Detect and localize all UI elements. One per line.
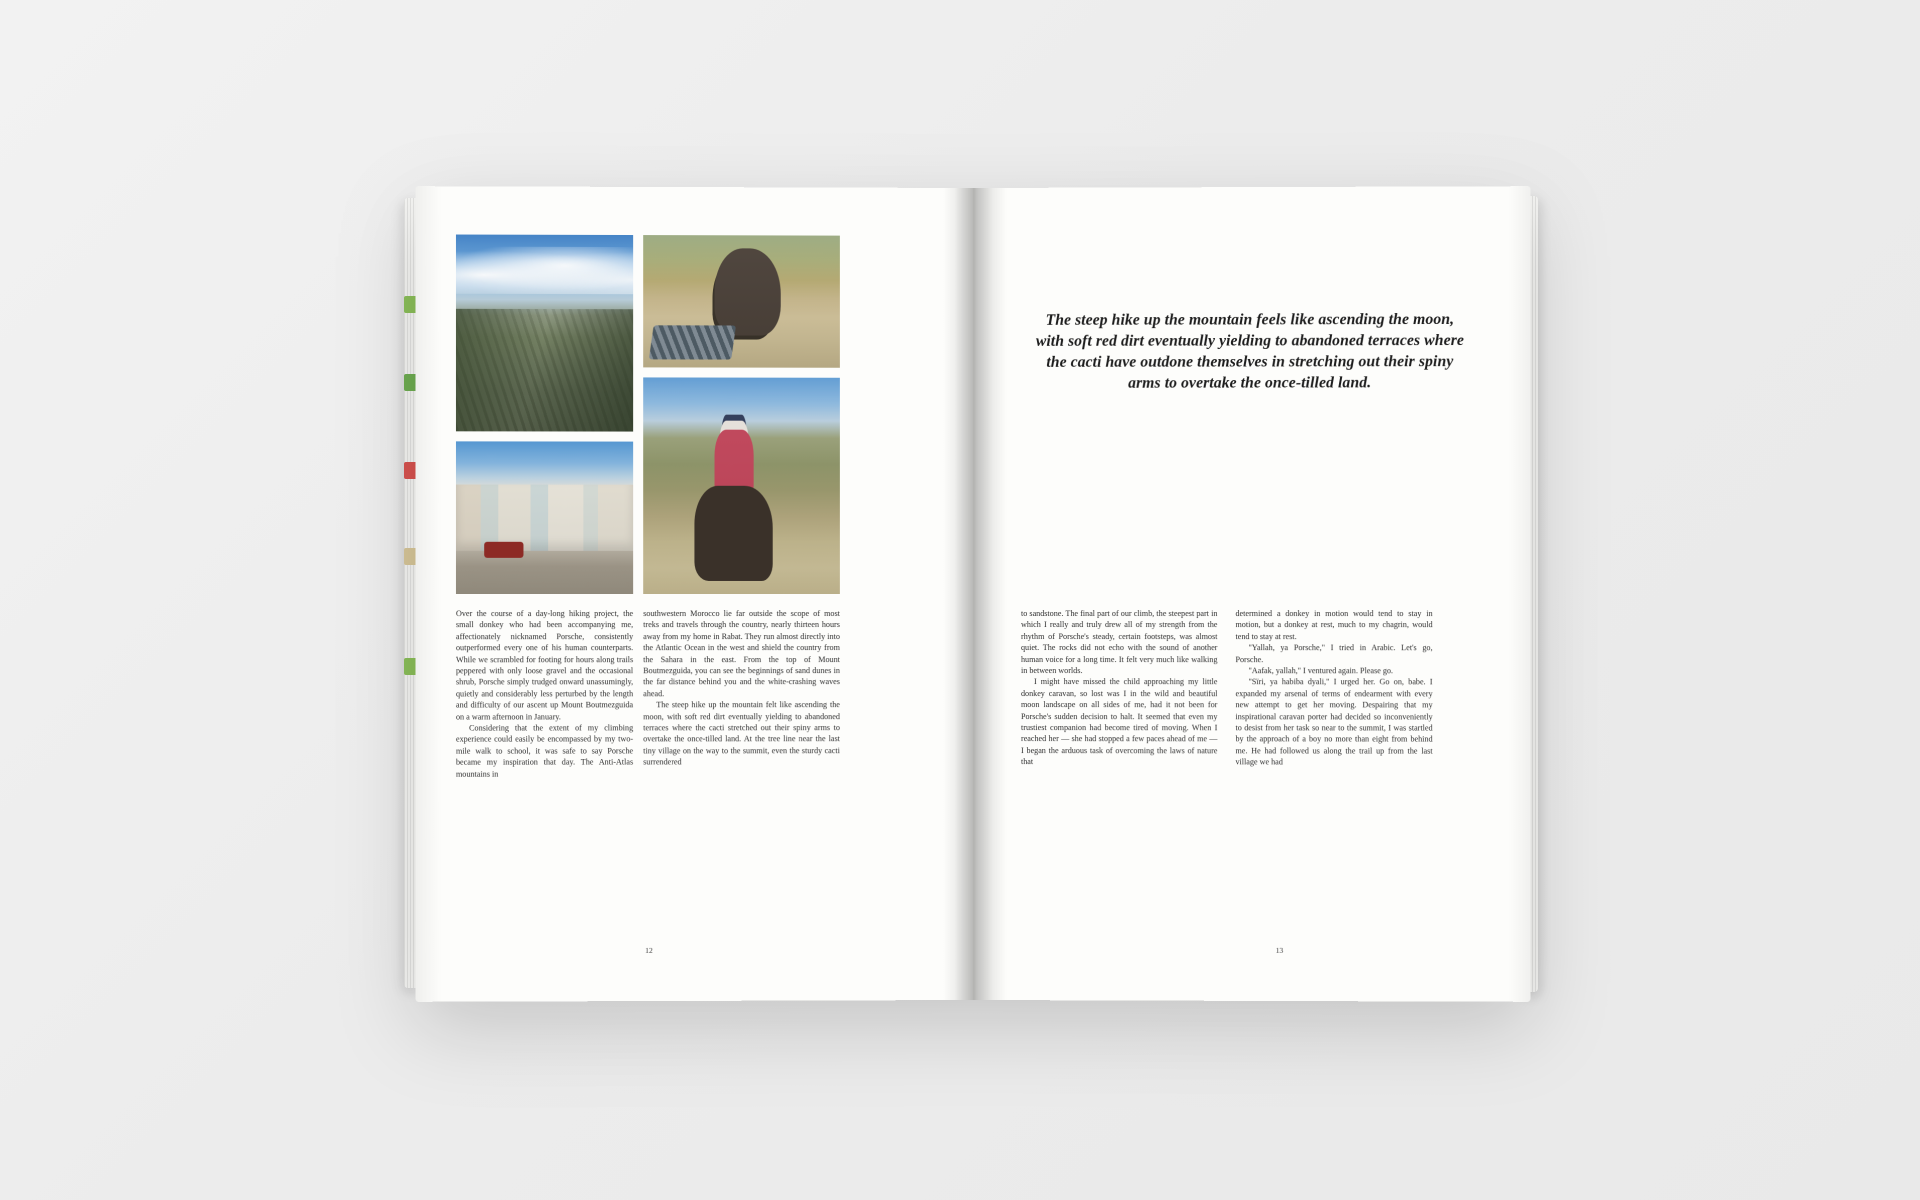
paragraph: Considering that the extent of my climbing experience could easily be encompassed by my two-mile walk to school, it was safe to say Porsche became my inspiration that day. The Anti-Atlas mountains in <box>455 723 634 779</box>
right-page-column-one <box>1021 608 1217 768</box>
left-page-column-two <box>643 608 840 768</box>
paragraph: "Aafak, yallah," I ventured again. Please go. <box>1248 666 1394 676</box>
left-page-column-one <box>456 608 633 780</box>
paragraph: to sandstone. The final part of our climb, the steepest part in which I really and truly drew all of my strength from the rhythm of Porsche's steady, certain footsteps, was almost quiet. The rocks did not echo with the sound of another human voice for a long time. It felt very much like walking in between worlds. <box>1021 609 1218 676</box>
paragraph: I might have missed the child approaching my little donkey caravan, so lost was I in the wild and beautiful moon landscape on all sides of me, had it not been for Porsche's sudden decision to halt. It seemed that even my trustiest companion had become tired of moving. When I reached her — she had stopped a few paces ahead of me — I began the arduous task of overcoming the laws of nature that <box>1021 677 1218 767</box>
donkey-pipes-photo <box>643 235 840 368</box>
page-right <box>973 186 1530 1002</box>
paragraph: Over the course of a day-long hiking project, the small donkey who had been accompanying me, affectionately nicknamed Porsche, consistently outperformed every one of his human counterparts. While we scrambled for footing for hours along trails peppered with only loose gravel and the occasional shrub, Porsche simply trudged onward unassumingly, quietly and considerably less perturbed by the length and difficulty of our ascent up Mount Boutmezguida on a warm afternoon in January. <box>455 609 634 722</box>
page-number-left: 12 <box>645 945 653 955</box>
page-number-right: 13 <box>1275 945 1284 955</box>
page-left <box>416 186 973 1002</box>
valley-photo <box>456 235 633 432</box>
right-page-column-two <box>1236 608 1433 768</box>
paragraph: "Sïri, ya habiba dyali," I urged her. Go on, babe. I expanded my arsenal of terms of endearment with every new attempt to get her moving. Despairing that my inspirational caravan porter had decided so inconveniently to desist from her task so near to the summit, I was startled by the approach of a boy no more than eight from behind me. He had followed us along the trail up from the last village we had <box>1235 677 1433 767</box>
paragraph: The steep hike up the mountain felt like ascending the moon, with soft red dirt eventually yielding to abandoned terraces where the cacti stretched out their spiny arms to overtake the once-tilled land. At the tree line near the last tiny village on the way to the summit, even the sturdy cacti surrendered <box>643 700 840 767</box>
paragraph: southwestern Morocco lie far outside the scope of most treks and travels through the country, nearly thirteen hours away from my home in Rabat. They run almost directly into the Atlantic Ocean in the west and shield the country from the Sahara in the east. From the top of Mount Boutmezguida, you can see the beginnings of sand dunes in the far distance behind you and the white-crashing waves ahead. <box>643 609 840 699</box>
magazine-spread <box>418 188 1528 1000</box>
paragraph: "Yallah, ya Porsche," I tried in Arabic. Let's go, Porsche. <box>1235 643 1433 664</box>
paragraph: determined a donkey in motion would tend to stay in motion, but a donkey at rest, much to my chagrin, would tend to stay at rest. <box>1235 609 1433 641</box>
pull-quote: The steep hike up the mountain feels like ascending the moon, with soft red dirt eventually yielding to abandoned terraces where the cacti have outdone themselves in stretching out their spiny arms to overtake the once-tilled land. <box>1035 310 1464 392</box>
rider-photo <box>643 377 840 594</box>
village-photo <box>456 441 633 594</box>
